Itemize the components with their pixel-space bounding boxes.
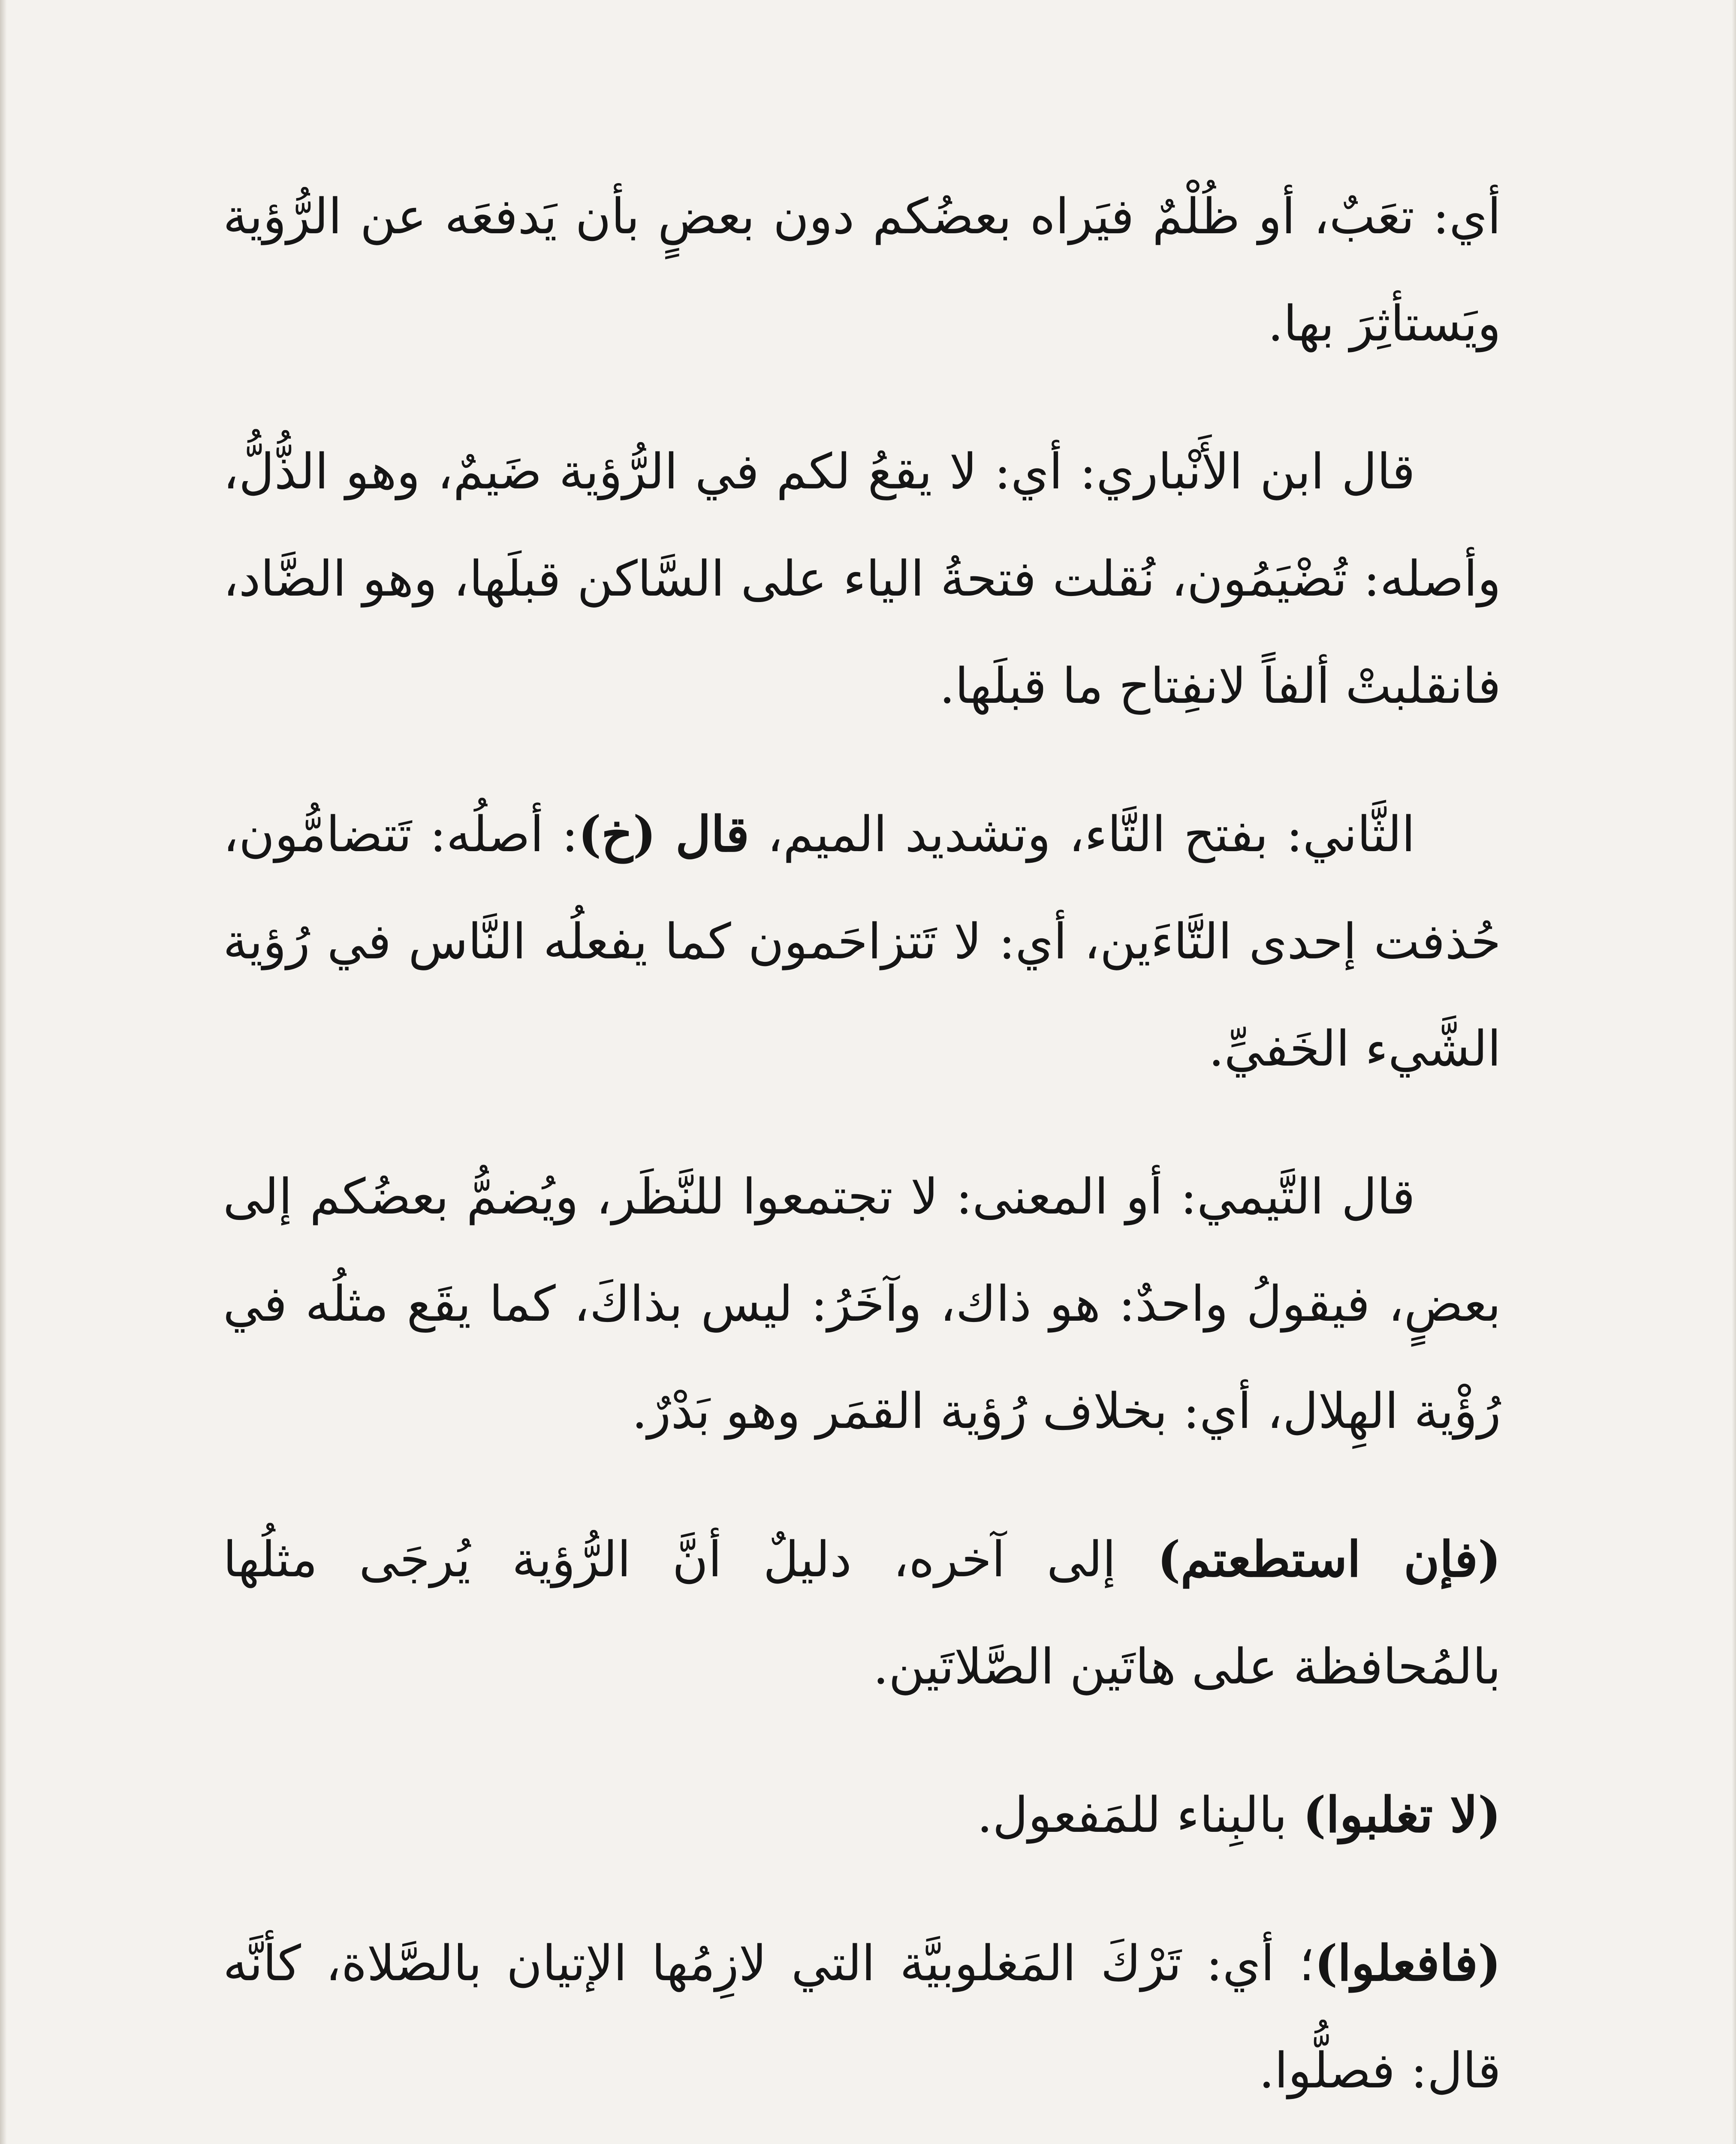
main-text — [223, 163, 1501, 2144]
keyword-run: (لا تغلبوا) — [1302, 1786, 1501, 1843]
keyword-run: (فافعلوا) — [1314, 1934, 1501, 1992]
paragraph-7 — [223, 1909, 1501, 2124]
keyword-run: قال (خ) — [578, 805, 750, 863]
keyword-run: (فإن استطعتم) — [1157, 1530, 1501, 1588]
text-run: بالبِناء للمَفعول. — [977, 1786, 1303, 1843]
text-run: قال ابن الأَنْباري: أي: لا يقعُ لكم في الرُّؤية ضَيمٌ، وهو الذُّلُّ، وأصله: تُضْيَمُون، نُقلت فتحةُ الياء على السَّاكن قبلَها، وهو الضَّاد، فانقلبتْ ألفاً لانفِتاح ما قبلَها. — [223, 443, 1501, 714]
paragraph-1 — [223, 163, 1501, 377]
page-edge-shadow-right — [1732, 0, 1736, 2144]
text-run: ؛ أي: تَرْكَ المَغلوبيَّة التي لازِمُها الإتيان بالصَّلاة، كأنَّه قال: فصلُّوا. — [223, 1935, 1501, 2099]
paragraph-5 — [223, 1506, 1501, 1720]
paragraph-4 — [223, 1143, 1501, 1465]
text-run: إلى آخره، دليلٌ أنَّ الرُّؤية يُرجَى مثلُها بالمُحافظة على هاتَين الصَّلاتَين. — [223, 1531, 1501, 1695]
text-run: الثَّاني: بفتح التَّاء، وتشديد الميم، — [749, 806, 1415, 863]
text-run: قال التَّيمي: أو المعنى: لا تجتمعوا للنَّظَر، ويُضمُّ بعضُكم إلى بعضٍ، فيقولُ واحدٌ: هو ذاك، وآخَرُ: ليس بذاكَ، كما يقَع مثلُه في رُؤْية الهِلال، أي: بخلاف رُؤية القمَر وهو بَدْرٌ. — [223, 1168, 1501, 1439]
text-run: : أصلُه: تَتضامُّون، حُذفت إحدى التَّاءَين، أي: لا تَتزاحَمون كما يفعلُه النَّاس في رُؤية الشَّيء الخَفيِّ. — [223, 806, 1501, 1077]
paragraph-6 — [223, 1761, 1501, 1869]
page-edge-shadow — [0, 0, 7, 2144]
paragraph-2 — [223, 418, 1501, 740]
paragraph-3 — [223, 780, 1501, 1102]
text-run: أي: تعَبٌ، أو ظُلْمٌ فيَراه بعضُكم دون بعضٍ بأن يَدفعَه عن الرُّؤية ويَستأثِرَ بها. — [223, 188, 1501, 352]
